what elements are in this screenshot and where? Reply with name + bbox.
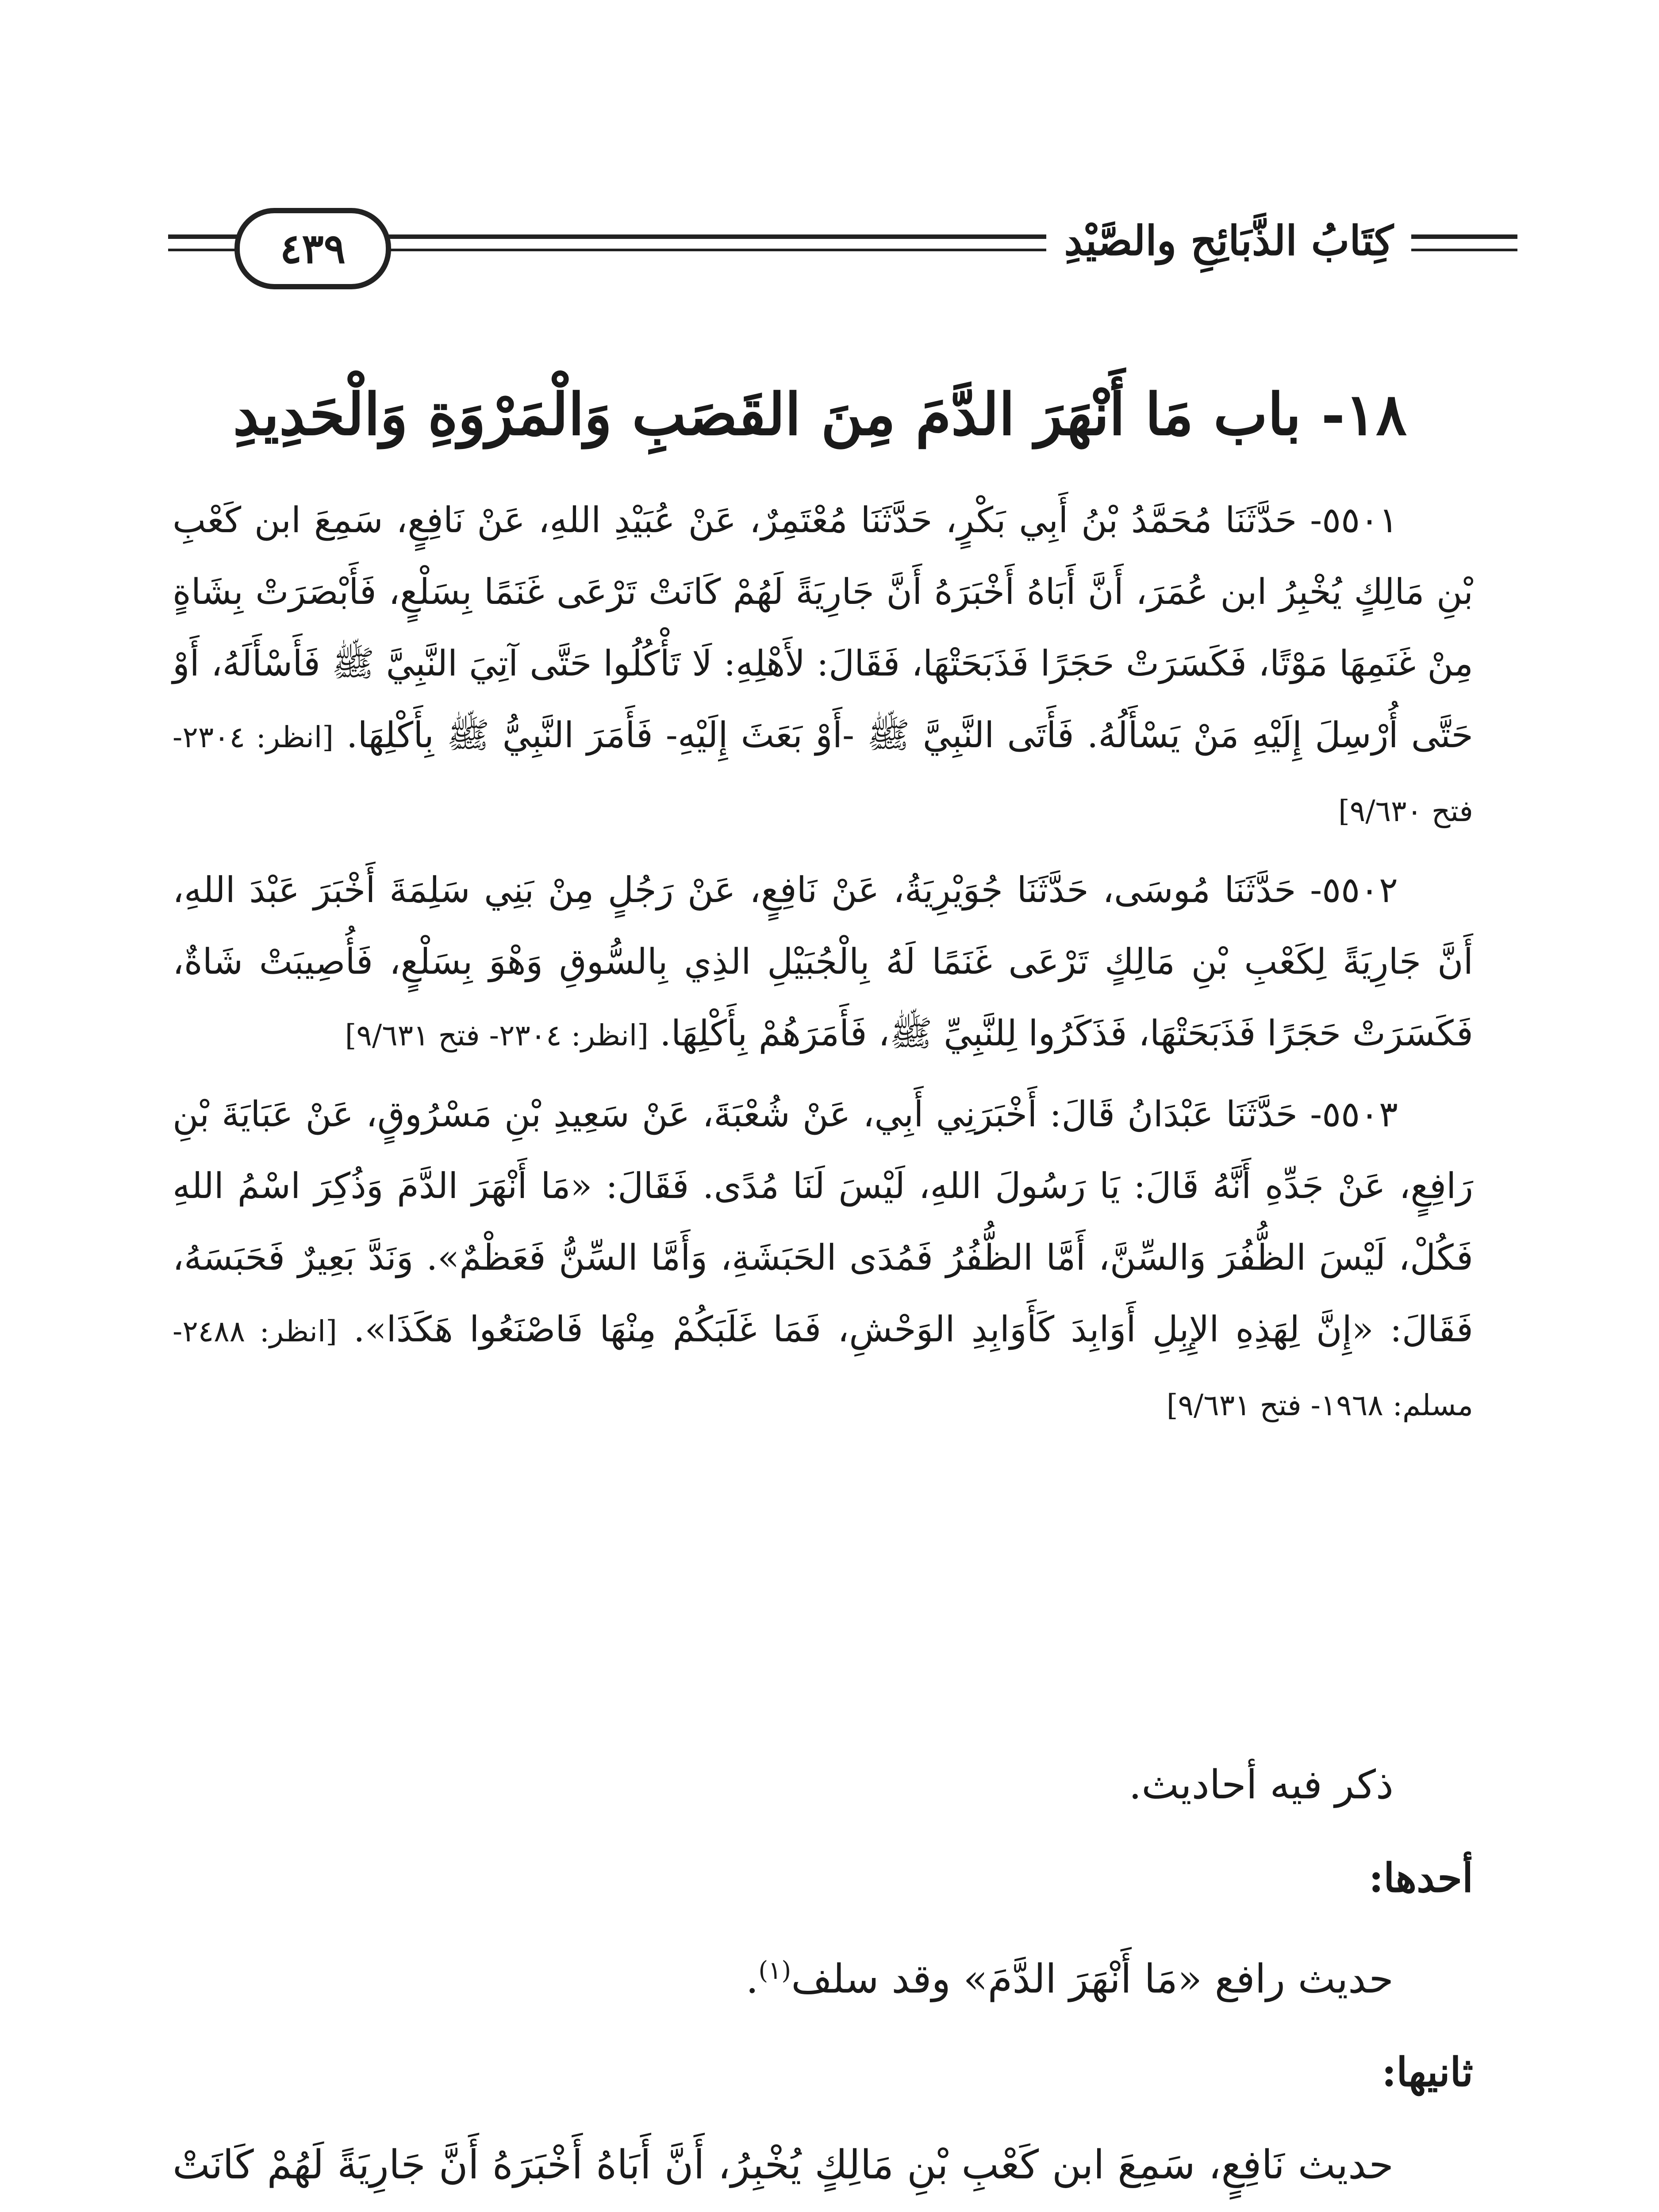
first-text: حديث رافع «مَا أَنْهَرَ الدَّمَ» وقد سلف — [791, 1956, 1394, 2002]
commentary-intro: ذكر فيه أحاديث. — [1129, 1762, 1394, 1808]
page-number-badge — [234, 208, 391, 289]
hadith-reference: [انظر: ٢٣٠٤- فتح ٩/٦٣٠] — [173, 720, 1473, 828]
footnote-marker[interactable]: (١) — [758, 1956, 791, 1985]
commentary-heading-first: أحدها: — [1369, 1855, 1473, 1901]
hadith-paragraph — [173, 854, 1473, 1071]
chapter-title: ١٨- باب مَا أَنْهَرَ الدَّمَ مِنَ القَصَبِ وَالْمَرْوَةِ وَالْحَدِيدِ — [233, 380, 1407, 448]
hadith-paragraph — [173, 1079, 1473, 1441]
commentary-first-text — [173, 1924, 1473, 2026]
hadith-section — [173, 484, 1473, 1448]
running-title-text: كِتَابُ الذَّبَائِحِ والصَّيْدِ — [1064, 217, 1394, 265]
commentary-heading-second: ثانيها: — [1382, 2049, 1473, 2096]
commentary-second-text: حديث نَافِعٍ، سَمِعَ ابن كَعْبِ بْنِ مَالِكٍ يُخْبِرُ، أَنَّ أَبَاهُ أَخْبَرَهُ أَنَّ جَارِيَةً لَهُمْ كَانَتْ — [173, 2142, 1394, 2188]
hadith-reference: [انظر: ٢٤٨٨- مسلم: ١٩٦٨- فتح ٩/٦٣١] — [173, 1314, 1473, 1422]
first-end: . — [745, 1956, 759, 2002]
page-header — [168, 208, 1517, 288]
hadith-text: ٥٥٠١- حَدَّثَنَا مُحَمَّدُ بْنُ أَبِي بَكْرٍ، حَدَّثَنَا مُعْتَمِرٌ، عَنْ عُبَيْدِ اللهِ، عَنْ نَافِعٍ، سَمِعَ ابن كَعْبِ بْنِ مَالِكٍ يُخْبِرُ ابن عُمَرَ، أَنَّ أَبَاهُ أَخْبَرَهُ أَنَّ جَارِيَةً لَهُمْ كَانَتْ تَرْعَى غَنَمًا بِسَلْعٍ، فَأَبْصَرَتْ بِشَاةٍ مِنْ غَنَمِهَا مَوْتًا، فَكَسَرَتْ حَجَرًا فَذَبَحَتْهَا، فَقَالَ: لأَهْلِهِ: لَا تَأْكُلُوا حَتَّى آتِيَ النَّبِيَّ ﷺ فَأَسْأَلَهُ، أَوْ حَتَّى أُرْسِلَ إِلَيْهِ مَنْ يَسْأَلُهُ. فَأَتَى النَّبِيَّ ﷺ -أَوْ بَعَثَ إِلَيْهِ- فَأَمَرَ النَّبِيُّ ﷺ بِأَكْلِهَا. — [173, 499, 1474, 756]
hadith-text: ٥٥٠٢- حَدَّثَنَا مُوسَى، حَدَّثَنَا جُوَيْرِيَةُ، عَنْ نَافِعٍ، عَنْ رَجُلٍ مِنْ بَنِي سَلِمَةَ أَخْبَرَ عَبْدَ اللهِ، أَنَّ جَارِيَةً لِكَعْبِ بْنِ مَالِكٍ تَرْعَى غَنَمًا لَهُ بِالْجُبَيْلِ الذِي بِالسُّوقِ وَهْوَ بِسَلْعٍ، فَأُصِيبَتْ شَاةٌ، فَكَسَرَتْ حَجَرًا فَذَبَحَتْهَا، فَذَكَرُوا لِلنَّبِيِّ ﷺ، فَأَمَرَهُمْ بِأَكْلِهَا. — [173, 869, 1473, 1054]
page-number: ٤٣٩ — [280, 225, 346, 273]
hadith-text: ٥٥٠٣- حَدَّثَنَا عَبْدَانُ قَالَ: أَخْبَرَنِي أَبِي، عَنْ شُعْبَةَ، عَنْ سَعِيدِ بْنِ مَسْرُوقٍ، عَنْ عَبَايَةَ بْنِ رَافِعٍ، عَنْ جَدِّهِ أَنَّهُ قَالَ: يَا رَسُولَ اللهِ، لَيْسَ لَنَا مُدًى. فَقَالَ: «مَا أَنْهَرَ الدَّمَ وَذُكِرَ اسْمُ اللهِ فَكُلْ، لَيْسَ الظُّفُرَ وَالسِّنَّ، أَمَّا الظُّفُرُ فَمُدَى الحَبَشَةِ، وَأَمَّا السِّنُّ فَعَظْمٌ». وَنَدَّ بَعِيرٌ فَحَبَسَهُ، فَقَالَ: «إِنَّ لِهَذِهِ الإِبِلِ أَوَابِدَ كَأَوَابِدِ الوَحْشِ، فَمَا غَلَبَكُمْ مِنْهَا فَاصْنَعُوا هَكَذَا». — [173, 1094, 1474, 1350]
hadith-reference: [انظر: ٢٣٠٤- فتح ٩/٦٣١] — [345, 1018, 649, 1052]
running-title — [1046, 217, 1411, 265]
commentary-section — [173, 1739, 1473, 2212]
hadith-paragraph — [173, 484, 1473, 847]
